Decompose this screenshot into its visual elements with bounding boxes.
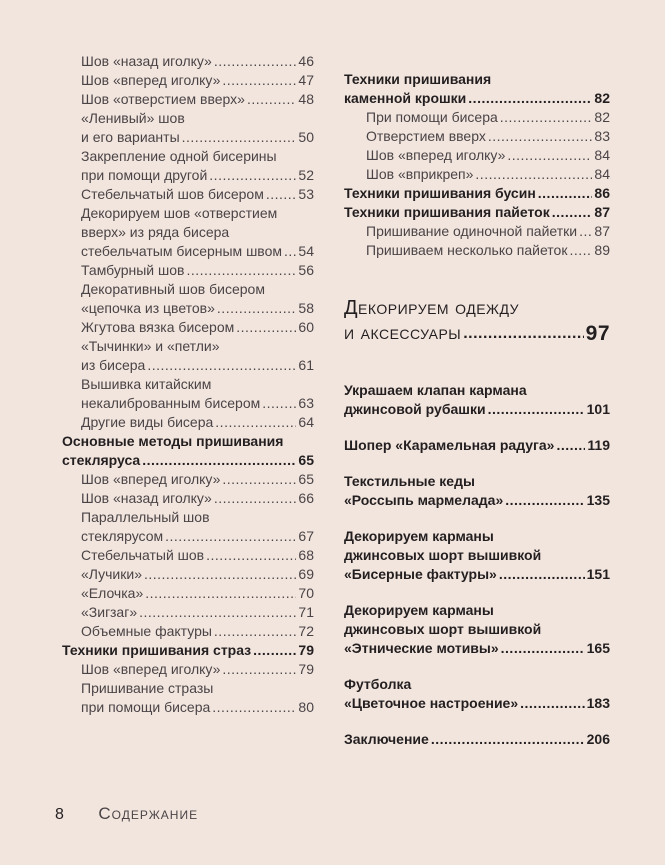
dot-leader (499, 565, 585, 584)
toc-page-number: 83 (594, 128, 610, 144)
toc-page-number: 52 (298, 167, 314, 183)
toc-entry-text: Шов «вперед иголку» (366, 147, 506, 163)
toc-project-entry[interactable] (344, 381, 610, 419)
toc-subentry[interactable] (344, 165, 610, 184)
toc-entry-text: Отверстием вверх (366, 128, 486, 144)
toc-entry-text: «цепочка из цветов» (81, 300, 215, 316)
toc-entry-text: Шопер «Карамельная радуга» (344, 437, 555, 453)
toc-entry-text: Основные методы пришивания (62, 433, 284, 449)
dot-leader (507, 146, 592, 165)
toc-entry-text: Объемные фактуры (81, 623, 212, 639)
toc-subentry[interactable] (344, 127, 610, 146)
page-footer (55, 804, 198, 824)
toc-entry-text: Шов «вперед иголку» (81, 471, 221, 487)
toc-page-number: 61 (298, 357, 314, 373)
toc-page-number: 84 (594, 147, 610, 163)
toc-page-number: 56 (298, 262, 314, 278)
dot-leader (253, 641, 296, 660)
toc-entry-text: стеклярусом (81, 528, 164, 544)
toc-entry-text: При помощи бисера (366, 109, 498, 125)
toc-entry-text: при помощи другой (81, 167, 208, 183)
dot-leader (552, 203, 593, 222)
toc-subentry[interactable] (62, 679, 314, 717)
spacer (344, 658, 610, 675)
toc-entry-text: и его варианты (81, 129, 180, 145)
spacer (344, 455, 610, 472)
toc-entry-text: Украшаем клапан кармана (344, 382, 527, 398)
toc-entry-text: вверх» из ряда бисера (81, 224, 230, 240)
toc-page-number: 86 (594, 185, 610, 201)
dot-leader (538, 184, 593, 203)
toc-page-number: 64 (298, 414, 314, 430)
toc-entry-text: «Россыпь мармелада» (344, 492, 504, 508)
toc-entry-text: «Тычинки» и «петли» (81, 338, 220, 354)
dot-leader (569, 241, 592, 260)
toc-entry-text: «Этнические мотивы» (344, 640, 499, 656)
dot-leader (556, 436, 585, 455)
toc-entry-text: «Зигзаг» (81, 604, 138, 620)
toc-subentry[interactable] (62, 413, 314, 432)
toc-page-number: 82 (594, 90, 610, 106)
toc-subentry[interactable] (62, 318, 314, 337)
toc-page-number: 101 (586, 401, 610, 417)
toc-entry-text: Другие виды бисера (81, 414, 214, 430)
toc-subentry[interactable] (344, 146, 610, 165)
toc-subentry[interactable] (62, 337, 314, 375)
toc-page-number: 87 (594, 204, 610, 220)
toc-section-entry[interactable] (344, 184, 610, 203)
dot-leader (579, 222, 592, 241)
toc-entry-text: Параллельный шов (81, 509, 210, 525)
dot-leader (214, 52, 297, 71)
dot-leader (488, 127, 593, 146)
toc-entry-text: «Бисерные фактуры» (344, 566, 497, 582)
spacer (344, 584, 610, 601)
toc-subentry[interactable] (62, 280, 314, 318)
spacer (344, 364, 610, 381)
toc-entry-text: Декоративный шов бисером (81, 281, 265, 297)
toc-page-number: 84 (594, 166, 610, 182)
toc-subentry[interactable] (62, 204, 314, 261)
dot-leader (222, 71, 296, 90)
dot-leader (182, 128, 297, 147)
toc-subentry[interactable] (62, 489, 314, 508)
toc-subentry[interactable] (344, 241, 610, 260)
page-number: 8 (55, 806, 64, 823)
dot-leader (209, 166, 296, 185)
toc-page-number: 46 (298, 53, 314, 69)
toc-entry-text: Техники пришивания пайеток (344, 204, 550, 220)
toc-entry-text: Пришивание стразы (81, 680, 214, 696)
toc-entry-text: стебельчатым бисерным швом (81, 243, 282, 259)
spacer (344, 260, 610, 278)
toc-page-number: 206 (586, 731, 610, 747)
dot-leader (214, 622, 297, 641)
toc-subentry[interactable] (62, 546, 314, 565)
toc-entry-text: Заключение (344, 731, 429, 747)
toc-entry-text: Текстильные кеды (344, 473, 475, 489)
toc-entry-text: «Лучики» (81, 566, 142, 582)
dot-leader (206, 546, 296, 565)
toc-entry-text: Шов «назад иголку» (81, 490, 212, 506)
chapter-title-line: и аксессуары (344, 322, 462, 344)
toc-subentry[interactable] (62, 109, 314, 147)
dot-leader (284, 242, 296, 261)
toc-entry-text: Стебельчатый шов бисером (81, 186, 264, 202)
toc-entry-text: Декорируем карманы (344, 528, 494, 544)
toc-page-number: 165 (586, 640, 610, 656)
toc-entry-text: каменной крошки (344, 90, 467, 106)
toc-page-number: 53 (298, 186, 314, 202)
toc-right-column (344, 70, 610, 749)
toc-page-number: 87 (594, 223, 610, 239)
dot-leader (147, 356, 296, 375)
dot-leader (431, 730, 585, 749)
toc-entry-text: стекляруса (62, 452, 141, 468)
toc-page-number: 69 (298, 566, 314, 582)
dot-leader (262, 394, 296, 413)
chapter-page-number: 97 (585, 322, 610, 345)
toc-page-number: 65 (298, 471, 314, 487)
chapter-title-line: Декорируем одежду (344, 297, 520, 319)
toc-entry-text: при помощи бисера (81, 699, 211, 715)
toc-subentry[interactable] (62, 185, 314, 204)
spacer (344, 346, 610, 364)
dot-leader (139, 603, 296, 622)
dot-leader (468, 89, 592, 108)
toc-page-number: 68 (298, 547, 314, 563)
dot-leader (165, 527, 296, 546)
toc-page-number: 70 (298, 585, 314, 601)
toc-project-entry[interactable] (344, 472, 610, 510)
toc-entry-text: Шов «назад иголку» (81, 53, 212, 69)
toc-subentry[interactable] (62, 622, 314, 641)
toc-subentry[interactable] (62, 565, 314, 584)
toc-subentry[interactable] (62, 508, 314, 546)
chapter-heading[interactable] (344, 296, 610, 346)
toc-project-entry[interactable] (344, 601, 610, 658)
toc-left-column (62, 52, 314, 717)
dot-leader (215, 413, 296, 432)
toc-entry-text: джинсовых шорт вышивкой (344, 621, 542, 637)
toc-subentry[interactable] (344, 108, 610, 127)
dot-leader (463, 321, 583, 346)
toc-entry-text: Техники пришивания бусин (344, 185, 536, 201)
toc-page-number: 82 (594, 109, 610, 125)
dot-leader (505, 491, 584, 510)
toc-subentry[interactable] (62, 52, 314, 71)
toc-entry-text: Техники пришивания (344, 71, 492, 87)
toc-page-number: 79 (298, 642, 314, 658)
toc-page-number: 48 (298, 91, 314, 107)
toc-entry-text: Пришивание одиночной пайетки (366, 223, 578, 239)
toc-page-number: 71 (298, 604, 314, 620)
toc-subentry[interactable] (62, 584, 314, 603)
toc-entry-text: Закрепление одной бисерины (81, 148, 277, 164)
toc-entry-text: Пришиваем несколько пайеток (366, 242, 568, 258)
toc-subentry[interactable] (62, 375, 314, 413)
dot-leader (266, 185, 297, 204)
toc-page-number: 183 (586, 695, 610, 711)
toc-section-entry[interactable] (62, 641, 314, 660)
toc-entry-text: Тамбурный шов (81, 262, 185, 278)
toc-entry-text: Футболка (344, 676, 412, 692)
dot-leader (212, 698, 296, 717)
dot-leader (186, 261, 296, 280)
dot-leader (520, 694, 585, 713)
dot-leader (247, 90, 296, 109)
toc-project-entry[interactable] (344, 675, 610, 713)
toc-entry-text: Декорируем карманы (344, 602, 494, 618)
dot-leader (222, 470, 296, 489)
toc-entry-text: джинсовой рубашки (344, 401, 486, 417)
toc-subentry[interactable] (62, 261, 314, 280)
toc-subentry[interactable] (344, 222, 610, 241)
toc-entry-text: Шов «вперед иголку» (81, 72, 221, 88)
spacer (344, 713, 610, 730)
spacer (344, 278, 610, 296)
toc-entry-text: джинсовых шорт вышивкой (344, 547, 542, 563)
dot-leader (144, 565, 296, 584)
toc-entry-text: «Елочка» (81, 585, 144, 601)
toc-subentry[interactable] (62, 470, 314, 489)
toc-entry-text: Вышивка китайским (81, 376, 212, 392)
toc-page-number: 66 (298, 490, 314, 506)
toc-page-number: 60 (298, 319, 314, 335)
toc-page-number: 80 (298, 699, 314, 715)
toc-page-number: 67 (298, 528, 314, 544)
toc-entry-text: Жгутова вязка бисером (81, 319, 235, 335)
toc-page-number: 54 (298, 243, 314, 259)
toc-page-number: 151 (586, 566, 610, 582)
toc-page-number: 58 (298, 300, 314, 316)
toc-section-entry[interactable] (344, 70, 610, 108)
toc-entry-text: из бисера (81, 357, 146, 373)
toc-page-number: 135 (586, 492, 610, 508)
toc-page-number: 72 (298, 623, 314, 639)
spacer (344, 419, 610, 436)
dot-leader (475, 165, 592, 184)
dot-leader (214, 489, 297, 508)
running-title: Содержание (98, 804, 199, 823)
toc-entry-text: Техники пришивания страз (62, 642, 252, 658)
toc-page-number: 50 (298, 129, 314, 145)
toc-page-number: 65 (298, 452, 314, 468)
dot-leader (142, 451, 296, 470)
toc-subentry[interactable] (62, 603, 314, 622)
toc-subentry[interactable] (62, 90, 314, 109)
dot-leader (501, 639, 585, 658)
toc-entry-text: Шов «отверстием вверх» (81, 91, 245, 107)
toc-page-number: 47 (298, 72, 314, 88)
toc-page-number: 79 (298, 661, 314, 677)
toc-project-entry[interactable] (344, 436, 610, 455)
dot-leader (236, 318, 296, 337)
toc-entry-text: Декорируем шов «отверстием (81, 205, 278, 221)
toc-section-entry[interactable] (62, 432, 314, 470)
toc-section-entry[interactable] (344, 203, 610, 222)
toc-entry-text: Стебельчатый шов (81, 547, 205, 563)
dot-leader (217, 299, 297, 318)
toc-entry-text: «Ленивый» шов (81, 110, 185, 126)
toc-project-entry[interactable] (344, 527, 610, 584)
toc-page-number: 63 (298, 395, 314, 411)
toc-entry-text: Шов «вперед иголку» (81, 661, 221, 677)
toc-page-number: 89 (594, 242, 610, 258)
dot-leader (500, 108, 593, 127)
toc-subentry[interactable] (62, 71, 314, 90)
toc-entry-text: некалиброванным бисером (81, 395, 261, 411)
dot-leader (145, 584, 296, 603)
toc-subentry[interactable] (62, 147, 314, 185)
toc-entry-text: «Цветочное настроение» (344, 695, 519, 711)
toc-page-number: 119 (587, 437, 610, 453)
dot-leader (222, 660, 296, 679)
dot-leader (488, 400, 585, 419)
toc-project-entry[interactable] (344, 730, 610, 749)
toc-entry-text: Шов «вприкреп» (366, 166, 474, 182)
spacer (344, 510, 610, 527)
toc-subentry[interactable] (62, 660, 314, 679)
